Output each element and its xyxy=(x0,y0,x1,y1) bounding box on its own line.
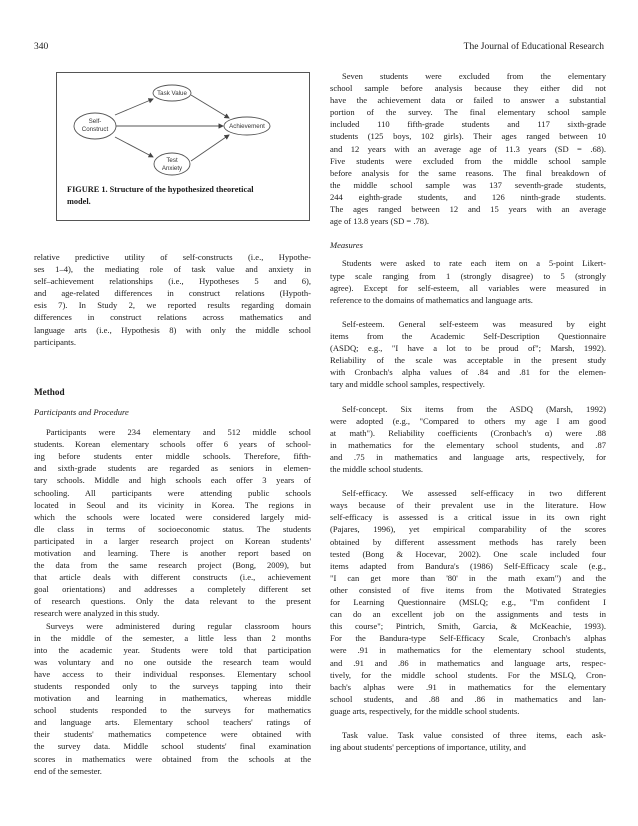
text-line: can do an excellent job on the assignments and tests in xyxy=(330,609,606,620)
text-line: ses 1–4), the mediating role of task value and anxiety in xyxy=(34,264,311,275)
text-line: Self-efficacy. We assessed self-efficacy in two different xyxy=(342,488,606,499)
text-line: portion of the survey. The final elementary school sample xyxy=(330,107,606,118)
text-line: tary and middle school samples, respectively. xyxy=(330,379,485,390)
text-line: 244 eighth-grade students, and 126 ninth-grade students. xyxy=(330,191,606,202)
text-line: and .75 in mathematics and language arts, respectively, for xyxy=(330,451,606,462)
text-line: self-efficacy is assessed is a critical issue in its own right xyxy=(330,512,606,523)
text-line: research were analyzed in this study. xyxy=(34,608,160,619)
arrow-self-to-anxiety xyxy=(115,137,153,157)
method-heading: Method xyxy=(34,386,65,397)
right-column xyxy=(330,70,606,753)
text-line: Seven students were excluded from the elementary xyxy=(342,71,606,81)
text-line: Surveys were administered during regular classroom hours xyxy=(46,620,311,631)
text-line: located in Seoul and its vicinity in Korea. The regions in xyxy=(34,499,311,510)
text-line: (ASDQ; e.g., "I have a lot to be proud of"; Marsh, 1992). xyxy=(330,343,606,354)
text-line: schooling. All participants were attending public schools xyxy=(34,487,311,498)
text-line: motivation and learning in mathematics, whereas middle xyxy=(34,693,311,704)
self-efficacy-paragraph xyxy=(330,487,606,717)
text-line: this course"; Pintrich, Smith, Garcia, & McKeachie, 1993). xyxy=(330,621,606,632)
text-line: and 12 years with an average age of 11.3 years (SD = .68). xyxy=(330,143,606,154)
text-line: participants. xyxy=(34,336,77,347)
text-line: the middle school students. xyxy=(330,464,424,474)
sample-paragraph xyxy=(330,70,606,227)
text-line: ing before students enter middle schools. Therefore, fifth- xyxy=(34,451,311,462)
text-line: participated in a larger research project on Korean students' xyxy=(34,535,311,546)
text-line: have access to their individual responses. Elementary school xyxy=(34,668,311,679)
text-line: ways because of their prevalent use in the literature. How xyxy=(330,500,606,511)
arrow-self-to-taskvalue xyxy=(115,99,153,115)
text-line: included 110 fifth-grade students and 117 sixth-grade xyxy=(330,119,606,130)
text-line: that article deals with different constructs (i.e., achievement xyxy=(34,572,311,583)
text-line: school students, and .88 and .86 in mathematics and lan- xyxy=(330,693,606,704)
text-line: the middle school sample was 137 seventh-grade students, xyxy=(330,179,606,190)
text-line: type scale ranging from 1 (strongly disagree) to 5 (strongly xyxy=(330,270,606,281)
text-line: language arts (i.e., Hypothesis 8) with only the middle school xyxy=(34,324,311,335)
node-test-anxiety xyxy=(154,153,190,175)
text-line: scores in mathematics were obtained from the schools at the xyxy=(34,753,311,764)
text-line: age of 13.8 years (SD = .78). xyxy=(330,216,430,227)
text-line: reference to the domains of mathematics and language arts. xyxy=(330,294,533,305)
self-esteem-paragraph xyxy=(330,318,606,391)
text-line: Self-esteem. General self-esteem was measured by eight xyxy=(342,318,606,329)
text-line: Students were asked to rate each item on a 5-point Likert- xyxy=(342,258,606,269)
text-line: students (125 boys, 102 girls). Their ages ranged between 10 xyxy=(330,131,606,142)
participants-subheading: Participants and Procedure xyxy=(34,406,129,417)
text-line: students. Korean elementary schools offer 6 years of school- xyxy=(34,439,311,450)
page-number: 340 xyxy=(34,42,49,52)
svg-text:Self-: Self- xyxy=(88,118,102,125)
text-line: dle class in terms of socioeconomic status. The students xyxy=(34,523,311,534)
text-line: at math"). Reliability coefficients (Cronbach's α) were .88 xyxy=(330,427,606,438)
measures-paragraph xyxy=(330,257,606,305)
text-line: The ages ranged between 12 and 15 years with an average xyxy=(330,204,606,215)
text-line: were .91 in mathematics for the elementary school students, xyxy=(330,645,606,656)
participants-paragraph xyxy=(34,426,311,620)
figure-1 xyxy=(56,72,310,221)
text-line: agree). Except for self-esteem, all variables were measured in xyxy=(330,282,606,293)
text-line: ing about students' perceptions of importance, utility, and xyxy=(330,742,526,753)
svg-text:Achievement: Achievement xyxy=(229,123,265,130)
text-line: self–achievement relationships (i.e., Hypotheses 5 and 6), xyxy=(34,276,311,287)
intro-paragraph xyxy=(34,251,311,348)
measures-heading: Measures xyxy=(330,240,363,251)
svg-text:Construct: Construct xyxy=(81,126,109,133)
svg-text:Task Value: Task Value xyxy=(157,90,187,97)
text-line: and language arts. Elementary school teachers' ratings of xyxy=(34,717,311,728)
text-line: items adapted from Bandura's (1986) Self-Efficacy scale (e.g., xyxy=(330,560,606,571)
text-line: have the achievement data or failed to answer a substantial xyxy=(330,95,606,106)
text-line: motivation and learning. There is another report based on xyxy=(34,547,311,558)
node-task-value xyxy=(153,85,191,101)
text-line: were adopted (e.g., "Compared to others my age I am good xyxy=(330,415,606,426)
node-achievement xyxy=(224,117,270,135)
text-line: and sixth-grade students are regarded as seniors in elemen- xyxy=(34,463,311,474)
text-line: esis 7). In Study 2, we reported results regarding domain xyxy=(34,300,311,311)
left-column xyxy=(34,251,311,777)
text-line: with Cronbach's alpha values of .84 and .81 for the elemen- xyxy=(330,367,606,378)
text-line: Reliability of the scale was acceptable in the present study xyxy=(330,355,606,366)
text-line: goal orientations) and addresses a completely different set xyxy=(34,584,311,595)
text-line: students responded only to the surveys tapping into their xyxy=(34,681,311,691)
text-line: differences in construct relations across mathematics and xyxy=(34,312,311,323)
text-line: For the Bandura-type Self-Efficacy Scale, Cronbach's alphas xyxy=(330,633,606,644)
text-line: their students' mathematics competence were obtained with xyxy=(34,729,311,740)
text-line: before analysis for the same reasons. The final breakdown of xyxy=(330,167,606,178)
text-line: of research questions. Only the data relevant to the present xyxy=(34,596,311,607)
text-line: and .91 and .86 in mathematics and language arts, respec- xyxy=(330,657,606,668)
text-line: tested (Bong & Hocevar, 2002). One scale included four xyxy=(330,548,606,559)
text-line: Self-concept. Six items from the ASDQ (Marsh, 1992) xyxy=(342,403,606,414)
text-line: for Learning Questionnaire (MSLQ; e.g., "I'm confident I xyxy=(330,597,606,608)
text-line: in the middle of the semester, a little less than 2 months xyxy=(34,632,311,643)
text-line: obtained by different assessment methods has rarely been xyxy=(330,536,606,547)
text-line: school students responded to the surveys for mathematics xyxy=(34,705,311,716)
text-line: items from the Academic Self-Description Questionnaire xyxy=(330,330,606,341)
text-line: was voluntary and no one outside the research team would xyxy=(34,656,311,667)
text-line: Five students were excluded from the middle school sample xyxy=(330,155,606,166)
text-line: "I can get more than '80' in the math exam") and the xyxy=(330,572,606,583)
text-line: tary schools. Middle and high schools each offer 3 years of xyxy=(34,475,311,486)
arrow-anxiety-to-achievement xyxy=(191,135,229,161)
text-line: in mathematics for the elementary school students, and .87 xyxy=(330,439,606,450)
text-line: Participants were 234 elementary and 512 middle school xyxy=(46,427,311,438)
text-line: school sample before analysis because they either did not xyxy=(330,83,606,94)
node-self-construct xyxy=(74,113,116,139)
self-concept-paragraph xyxy=(330,403,606,476)
text-line: Task value. Task value consisted of three items, each ask- xyxy=(342,730,606,741)
text-line: which the schools were located were considered largely mid- xyxy=(34,511,311,522)
arrow-taskvalue-to-achievement xyxy=(191,95,229,118)
text-line: into the academic year. Students were told that participation xyxy=(34,644,311,655)
text-line: other consisted of five items from the Motivated Strategies xyxy=(330,584,606,595)
text-line: relative predictive utility of self-constructs (i.e., Hypothe- xyxy=(34,252,311,262)
text-line: tively, for the middle school students. For the MSLQ, Cron- xyxy=(330,669,606,680)
svg-text:Test: Test xyxy=(166,157,178,164)
text-line: the survey data. Middle school students' final examination xyxy=(34,741,311,752)
text-line: bach's alphas were .91 in mathematics for the elementary xyxy=(330,681,606,692)
text-line: guage arts, respectively, for the middle school students. xyxy=(330,705,520,716)
text-line: end of the semester. xyxy=(34,765,102,776)
task-value-paragraph xyxy=(330,729,606,753)
journal-title: The Journal of Educational Research xyxy=(463,42,604,52)
procedure-paragraph xyxy=(34,620,311,777)
text-line: (Pajares, 1996), yet empirical comparability of the scores xyxy=(330,524,606,535)
text-line: and age-related differences in construct relations (Hypoth- xyxy=(34,288,311,299)
text-line: the data from the same research project (Bong, 2009), but xyxy=(34,560,311,571)
figure-caption: FIGURE 1. Structure of the hypothesized theoretical model. xyxy=(67,185,254,206)
svg-text:Anxiety: Anxiety xyxy=(161,165,183,172)
